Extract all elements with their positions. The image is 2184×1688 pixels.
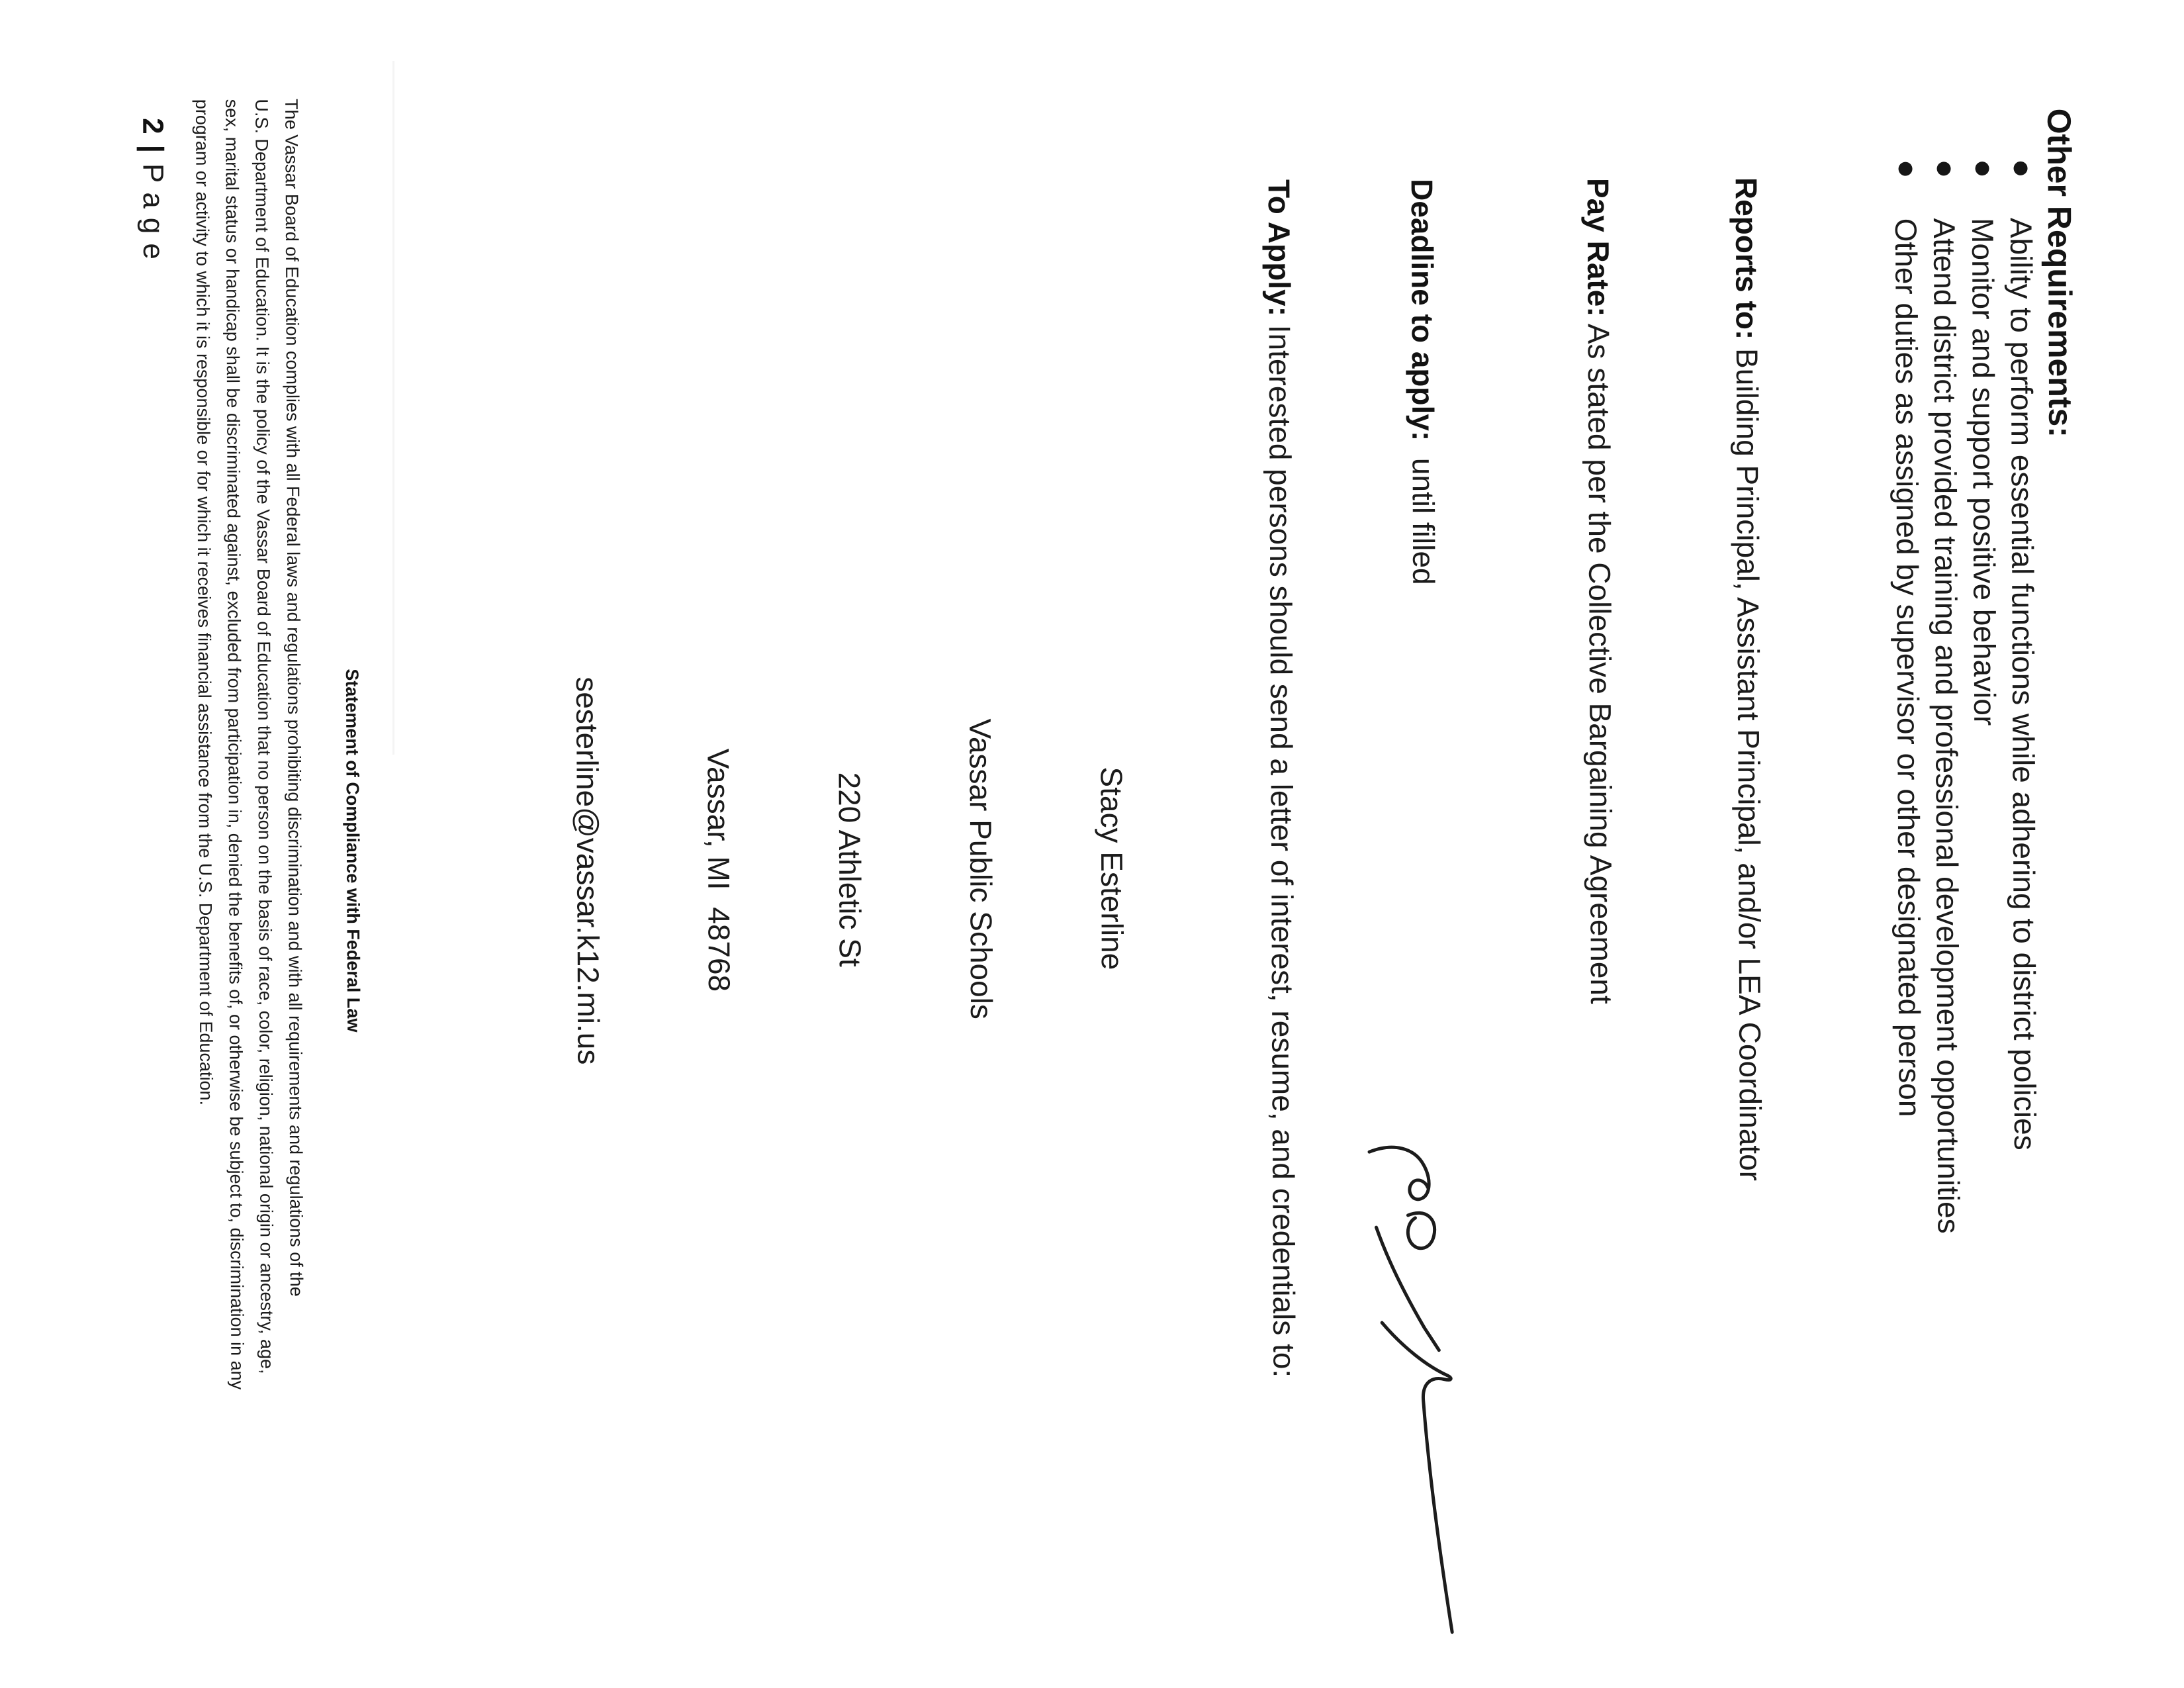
contact-organization: Vassar Public Schools — [963, 718, 999, 1019]
bullet-icon — [1899, 162, 1913, 176]
bullet-text: Monitor and support positive behavior — [1965, 218, 2003, 726]
page-content — [187, 99, 2085, 1585]
bullet-text: Ability to perform essential functions while adhering to district policies — [2003, 217, 2043, 1150]
reports-to-label: Reports to: — [1729, 177, 1764, 340]
pay-rate-label: Pay Rate: — [1580, 177, 1616, 317]
page-number: 2 — [136, 118, 169, 134]
page-footer — [137, 118, 168, 269]
contact-email: sesterline@vassar.k12.mi.us — [569, 677, 606, 1065]
footer-separator: | — [136, 144, 169, 154]
list-item — [1964, 162, 2008, 1578]
to-apply-label: To Apply: — [1261, 179, 1297, 317]
scan-artifact-line — [392, 61, 394, 755]
signature-stroke — [1408, 1213, 1434, 1248]
bullet-text: Attend district provided training and professional development opportunities — [1927, 218, 1966, 1234]
list-item — [1887, 162, 1931, 1578]
to-apply-line — [1221, 111, 1343, 1581]
paragraph-line: U.S. Department of Education. It is the policy of the Vassar Board of Education that no person on the basis of race, color, religion, national origin or ancestry, age, — [251, 99, 277, 1374]
signature-stroke — [1369, 1147, 1429, 1199]
deadline-label: Deadline to apply: — [1404, 178, 1441, 442]
to-apply-value: Interested persons should send a letter of interest, resume, and credentials to: — [1262, 316, 1302, 1378]
contact-name: Stacy Esterline — [1094, 767, 1130, 970]
signature-stroke — [1382, 1323, 1452, 1632]
paragraph-line: program or activity to which it is responsible or for which it receives financial assistance from the U.S. Department of Education. — [192, 99, 216, 1106]
other-requirements-heading: Other Requirements: — [2040, 108, 2079, 438]
deadline-value: until filled — [1406, 441, 1441, 585]
pay-rate-line — [1540, 110, 1662, 1580]
bullet-icon — [2014, 162, 2028, 175]
paragraph-line: The Vassar Board of Education complies with all Federal laws and regulations prohibiting discrimination and with all requirements and regulations of the — [281, 99, 306, 1297]
bullet-text: Other duties as assigned by supervisor or other designated person — [1888, 218, 1927, 1117]
compliance-paragraph — [187, 99, 312, 1586]
contact-block — [475, 133, 1224, 1606]
contact-street: 220 Athletic St — [832, 772, 868, 967]
bullet-icon — [1937, 162, 1951, 175]
bullet-icon — [1976, 162, 1989, 175]
pay-rate-value: As stated per the Collective Bargaining Agreement — [1581, 316, 1619, 1004]
contact-city-state-zip: Vassar, MI 48768 — [701, 748, 737, 992]
paragraph-line: sex, marital status or handicap shall be discriminated against, excluded from participation in, denied the benefits of, or otherwise be subject to, discrimination in any — [222, 99, 248, 1390]
requirements-list — [1886, 109, 2046, 1579]
list-item — [1925, 162, 1970, 1578]
compliance-heading: Statement of Compliance with Federal Law — [341, 669, 364, 1033]
reports-to-value: Building Principal, Assistant Principal, and/or LEA Coordinator — [1729, 340, 1768, 1182]
signature — [1355, 1117, 1469, 1641]
page-label: Page — [136, 163, 170, 269]
list-item — [2002, 162, 2046, 1578]
reports-to-line — [1688, 109, 1810, 1579]
